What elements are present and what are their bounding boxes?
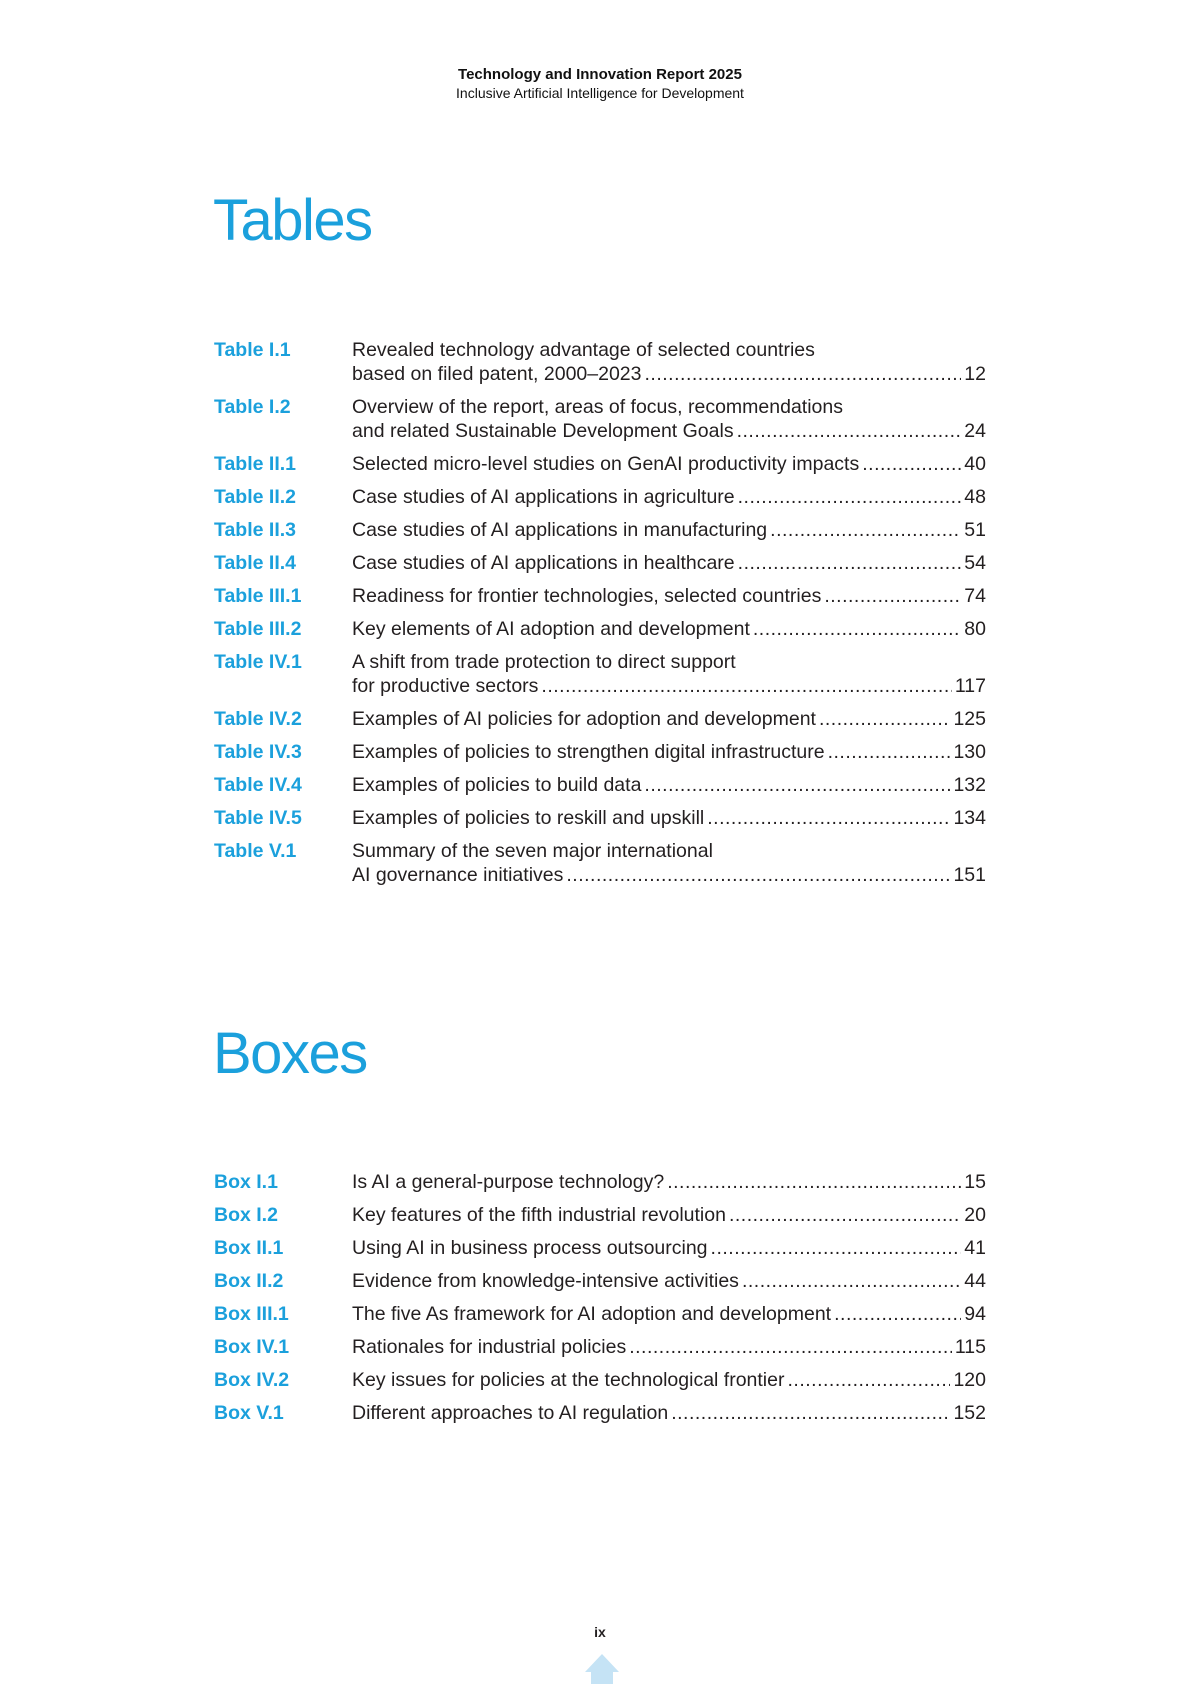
table-label[interactable]: Table IV.5	[214, 807, 302, 829]
table-title-line: Case studies of AI applications in manufacturing	[352, 519, 768, 541]
dot-leader	[738, 485, 962, 509]
table-label[interactable]: Table IV.1	[214, 651, 302, 673]
box-page-number: 115	[954, 1336, 986, 1358]
table-page-number: 134	[953, 807, 986, 829]
table-page-number: 151	[953, 864, 986, 886]
table-title-line: Summary of the seven major international	[352, 840, 713, 862]
running-header	[0, 66, 1200, 102]
dot-leader	[729, 1203, 961, 1227]
table-page-number: 24	[964, 420, 986, 442]
table-title[interactable]	[352, 338, 986, 386]
dot-leader	[738, 551, 962, 575]
table-entry[interactable]	[214, 518, 986, 551]
table-title-line: Overview of the report, areas of focus, recommendations	[352, 396, 843, 418]
table-title-line: Case studies of AI applications in agriculture	[352, 486, 735, 508]
box-entry[interactable]	[214, 1401, 986, 1434]
box-entry[interactable]	[214, 1269, 986, 1302]
table-title-line: Examples of AI policies for adoption and development	[352, 708, 816, 730]
box-title-line: Evidence from knowledge-intensive activities	[352, 1270, 739, 1292]
table-title-line: Examples of policies to strengthen digital infrastructure	[352, 741, 825, 763]
table-title[interactable]	[352, 839, 986, 887]
table-label[interactable]: Table V.1	[214, 840, 297, 862]
dot-leader	[707, 806, 950, 830]
table-label[interactable]: Table II.4	[214, 552, 296, 574]
box-label[interactable]: Box IV.1	[214, 1336, 290, 1358]
box-page-number: 41	[964, 1237, 986, 1259]
dot-leader	[711, 1236, 962, 1260]
table-title-line: Revealed technology advantage of selected countries	[352, 339, 815, 361]
table-page-number: 54	[964, 552, 986, 574]
table-label[interactable]: Table II.3	[214, 519, 296, 541]
table-label[interactable]: Table I.2	[214, 396, 291, 418]
box-label[interactable]: Box V.1	[214, 1402, 284, 1424]
table-entry[interactable]	[214, 839, 986, 896]
table-page-number: 48	[964, 486, 986, 508]
table-page-number: 125	[953, 708, 986, 730]
table-title[interactable]	[352, 740, 986, 764]
box-page-number: 94	[964, 1303, 986, 1325]
box-title[interactable]	[352, 1170, 986, 1194]
table-entry[interactable]	[214, 452, 986, 485]
dot-leader	[828, 740, 951, 764]
table-title[interactable]	[352, 584, 986, 608]
table-page-number: 80	[964, 618, 986, 640]
box-title-line: Is AI a general-purpose technology?	[352, 1171, 665, 1193]
table-title[interactable]	[352, 518, 986, 542]
table-title[interactable]	[352, 617, 986, 641]
table-entry[interactable]	[214, 707, 986, 740]
table-entry[interactable]	[214, 650, 986, 707]
page-number: ix	[594, 1624, 606, 1640]
report-title: Technology and Innovation Report 2025	[458, 66, 742, 83]
table-title-line: A shift from trade protection to direct support	[352, 651, 736, 673]
dot-leader	[566, 863, 950, 887]
box-title[interactable]	[352, 1236, 986, 1260]
box-entry[interactable]	[214, 1203, 986, 1236]
report-subtitle: Inclusive Artificial Intelligence for Development	[456, 85, 744, 101]
table-page-number: 132	[953, 774, 986, 796]
box-entry[interactable]	[214, 1335, 986, 1368]
box-entry[interactable]	[214, 1170, 986, 1203]
table-page-number: 12	[964, 363, 986, 385]
table-title-line: Key elements of AI adoption and development	[352, 618, 750, 640]
table-title[interactable]	[352, 452, 986, 476]
dot-leader	[737, 419, 962, 443]
table-title[interactable]	[352, 551, 986, 575]
box-entry[interactable]	[214, 1302, 986, 1335]
box-title[interactable]	[352, 1401, 986, 1425]
box-title[interactable]	[352, 1335, 986, 1359]
table-page-number: 130	[953, 741, 986, 763]
table-entry[interactable]	[214, 617, 986, 650]
box-title-line: Using AI in business process outsourcing	[352, 1237, 708, 1259]
table-title[interactable]	[352, 395, 986, 443]
table-entry[interactable]	[214, 773, 986, 806]
table-entry[interactable]	[214, 740, 986, 773]
box-page-number: 44	[964, 1270, 986, 1292]
table-title-line: based on filed patent, 2000–2023	[352, 363, 642, 385]
dot-leader	[645, 362, 962, 386]
table-title-line: Readiness for frontier technologies, selected countries	[352, 585, 822, 607]
box-label[interactable]: Box IV.2	[214, 1369, 290, 1391]
table-title[interactable]	[352, 707, 986, 731]
box-label[interactable]: Box I.1	[214, 1171, 278, 1193]
table-page-number: 40	[964, 453, 986, 475]
box-title[interactable]	[352, 1302, 986, 1326]
boxes-list	[214, 1170, 986, 1434]
table-title-line: and related Sustainable Development Goals	[352, 420, 734, 442]
dot-leader	[862, 452, 961, 476]
box-page-number: 15	[964, 1171, 986, 1193]
table-entry[interactable]	[214, 395, 986, 452]
dot-leader	[824, 584, 961, 608]
table-title[interactable]	[352, 650, 986, 698]
table-label[interactable]: Table IV.2	[214, 708, 302, 730]
box-title[interactable]	[352, 1368, 986, 1392]
box-label[interactable]: Box II.1	[214, 1237, 284, 1259]
box-label[interactable]: Box I.2	[214, 1204, 278, 1226]
dot-leader	[819, 707, 950, 731]
table-title-line: Selected micro-level studies on GenAI productivity impacts	[352, 453, 860, 475]
box-title[interactable]	[352, 1269, 986, 1293]
table-title-line: Examples of policies to reskill and upskill	[352, 807, 705, 829]
dot-leader	[787, 1368, 950, 1392]
box-title-line: Different approaches to AI regulation	[352, 1402, 669, 1424]
box-page-number: 152	[953, 1402, 986, 1424]
table-page-number: 117	[954, 675, 986, 697]
box-page-number: 20	[964, 1204, 986, 1226]
table-title-line: Examples of policies to build data	[352, 774, 642, 796]
dot-leader	[742, 1269, 961, 1293]
box-label[interactable]: Box II.2	[214, 1270, 284, 1292]
box-title-line: Rationales for industrial policies	[352, 1336, 627, 1358]
dot-leader	[671, 1401, 950, 1425]
table-label[interactable]: Table II.2	[214, 486, 296, 508]
box-entry[interactable]	[214, 1368, 986, 1401]
up-arrow-icon[interactable]	[583, 1652, 621, 1686]
box-label[interactable]: Box III.1	[214, 1303, 289, 1325]
table-entry[interactable]	[214, 806, 986, 839]
table-label[interactable]: Table IV.4	[214, 774, 302, 796]
box-title-line: The five As framework for AI adoption and development	[352, 1303, 832, 1325]
table-label[interactable]: Table IV.3	[214, 741, 302, 763]
table-title-line: Case studies of AI applications in healthcare	[352, 552, 735, 574]
dot-leader	[834, 1302, 961, 1326]
box-page-number: 120	[953, 1369, 986, 1391]
box-title-line: Key issues for policies at the technological frontier	[352, 1369, 785, 1391]
table-title-line: for productive sectors	[352, 675, 539, 697]
tables-heading: Tables	[213, 188, 372, 253]
dot-leader	[770, 518, 961, 542]
dot-leader	[644, 773, 950, 797]
table-label[interactable]: Table III.1	[214, 585, 302, 607]
tables-list	[214, 338, 986, 896]
table-title[interactable]	[352, 773, 986, 797]
table-entry[interactable]	[214, 551, 986, 584]
dot-leader	[629, 1335, 952, 1359]
table-label[interactable]: Table I.1	[214, 339, 291, 361]
table-page-number: 51	[964, 519, 986, 541]
boxes-heading: Boxes	[213, 1021, 367, 1086]
table-entry[interactable]	[214, 338, 986, 395]
dot-leader	[667, 1170, 961, 1194]
table-title-line: AI governance initiatives	[352, 864, 564, 886]
box-title[interactable]	[352, 1203, 986, 1227]
table-title[interactable]	[352, 485, 986, 509]
dot-leader	[541, 674, 951, 698]
table-entry[interactable]	[214, 584, 986, 617]
table-entry[interactable]	[214, 485, 986, 518]
box-entry[interactable]	[214, 1236, 986, 1269]
table-label[interactable]: Table II.1	[214, 453, 296, 475]
dot-leader	[753, 617, 961, 641]
box-title-line: Key features of the fifth industrial revolution	[352, 1204, 726, 1226]
table-label[interactable]: Table III.2	[214, 618, 302, 640]
table-page-number: 74	[964, 585, 986, 607]
table-title[interactable]	[352, 806, 986, 830]
